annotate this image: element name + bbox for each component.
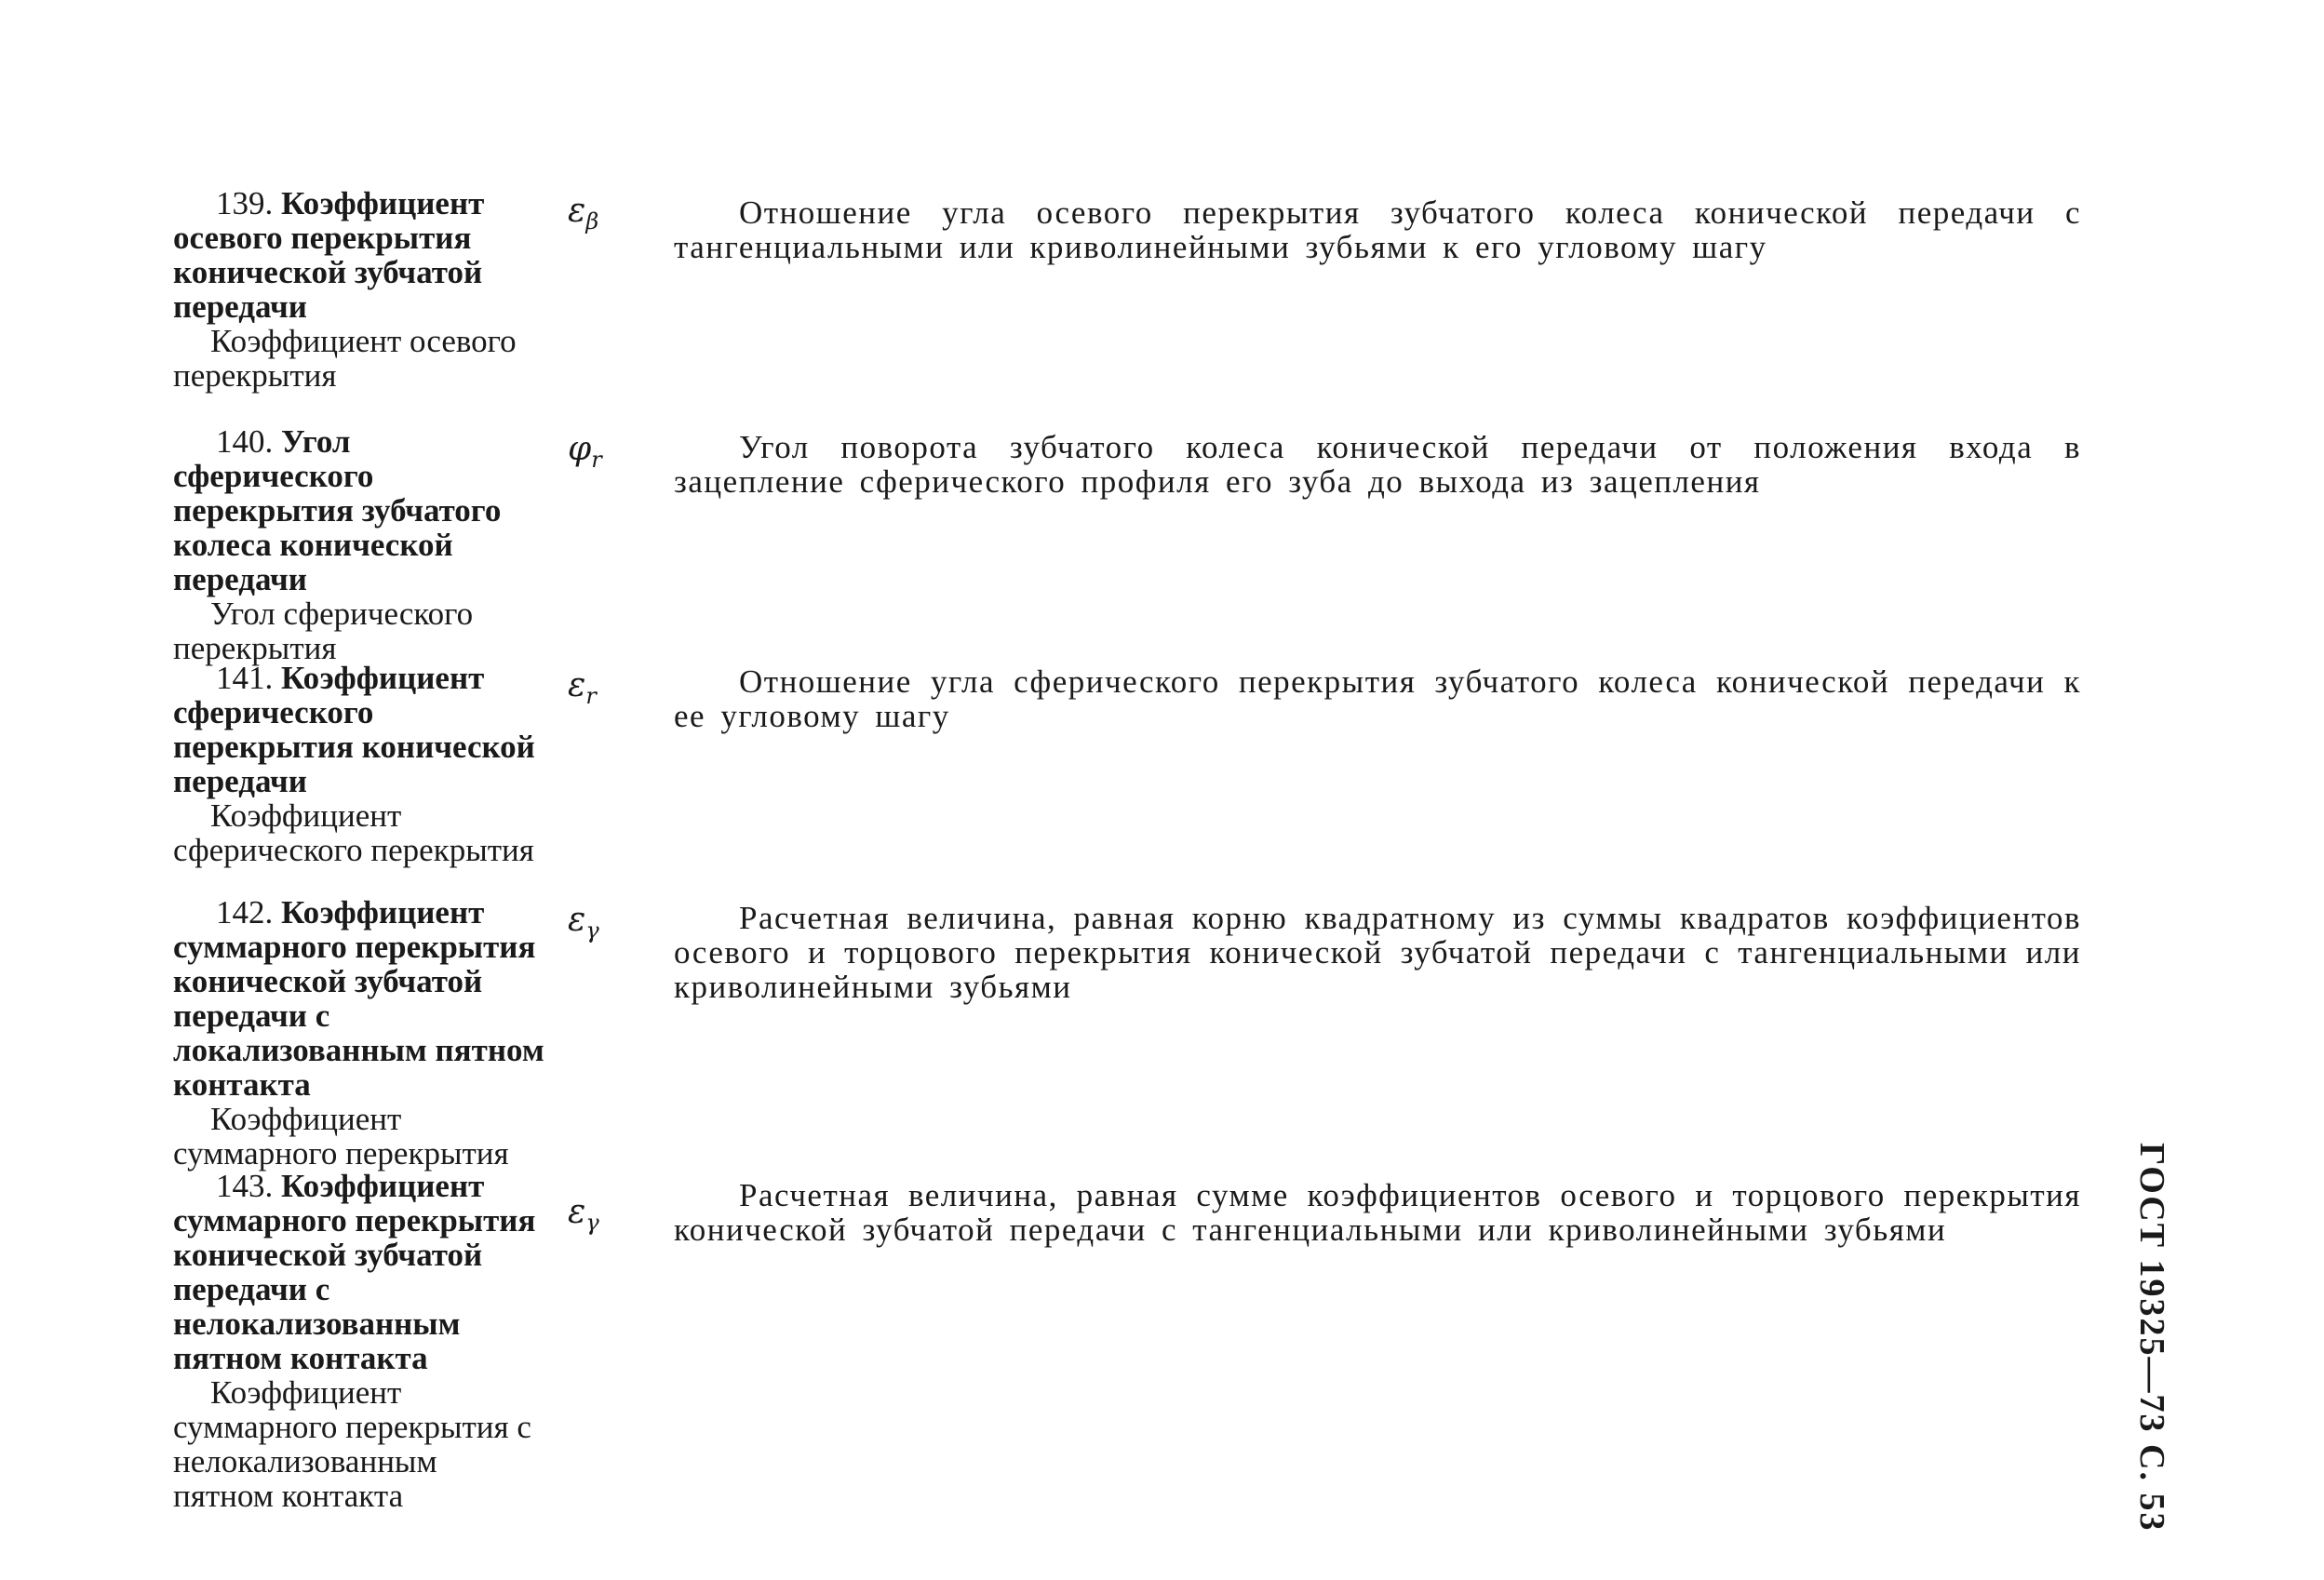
- short-term: Коэффициент сферического перекрытия: [173, 797, 534, 868]
- definition: Расчетная величина, равная сумме коэффициентов осевого и торцового перекрытия конической зубчатой передачи с тангенциальными или криволинейными зубьями: [674, 1177, 2081, 1248]
- short-term: Угол сферического перекрытия: [173, 596, 474, 666]
- entry-number: 139.: [216, 185, 274, 221]
- page-header-standard: ГОСТ 19325—73 С. 53: [2132, 1143, 2171, 1533]
- definition: Отношение угла осевого перекрытия зубчатого колеса конической передачи с тангенциальными или криволинейными зубьями к его угловому шагу: [674, 194, 2081, 265]
- term-cell: [173, 186, 545, 393]
- short-term: Коэффициент суммарного перекрытия: [173, 1101, 509, 1172]
- term-cell: [173, 661, 545, 867]
- entry-number: 142.: [216, 894, 274, 931]
- short-term: Коэффициент осевого перекрытия: [173, 323, 517, 394]
- symbol: $\varepsilon_r$: [568, 666, 597, 710]
- entry-number: 140.: [216, 423, 274, 460]
- symbol: $\varphi_r$: [568, 430, 602, 474]
- entry-number: 143.: [216, 1168, 274, 1204]
- entry-number: 141.: [216, 660, 274, 696]
- definition: Угол поворота зубчатого колеса конической передачи от положения входа в зацепление сферического профиля его зуба до выхода из зацепления: [674, 429, 2081, 500]
- term-name: Коэффициент суммарного перекрытия конической зубчатой передачи с локализованным пятном контакта: [173, 894, 544, 1103]
- term-name: Коэффициент суммарного перекрытия конической зубчатой передачи с нелокализованным пятном контакта: [173, 1168, 536, 1376]
- definition: Расчетная величина, равная корню квадратному из суммы квадратов коэффициентов осевого и торцового перекрытия конической зубчатой передачи с тангенциальными или криволинейными зубьями: [674, 900, 2081, 1005]
- symbol: $\varepsilon_\gamma$: [568, 1193, 599, 1237]
- definition: Отношение угла сферического перекрытия зубчатого колеса конической передачи к ее угловому шагу: [674, 663, 2081, 734]
- term-name: Коэффициент осевого перекрытия конической зубчатой передачи: [173, 185, 485, 325]
- term-cell: [173, 424, 545, 665]
- symbol: $\varepsilon_\beta$: [568, 192, 599, 235]
- term-name: Коэффициент сферического перекрытия конической передачи: [173, 660, 535, 799]
- term-name: Угол сферического перекрытия зубчатого колеса конической передачи: [173, 423, 502, 597]
- short-term: Коэффициент суммарного перекрытия с нелокализованным пятном контакта: [173, 1374, 531, 1514]
- term-cell: [173, 895, 545, 1171]
- term-cell: [173, 1169, 545, 1513]
- symbol: $\varepsilon_\gamma$: [568, 901, 599, 944]
